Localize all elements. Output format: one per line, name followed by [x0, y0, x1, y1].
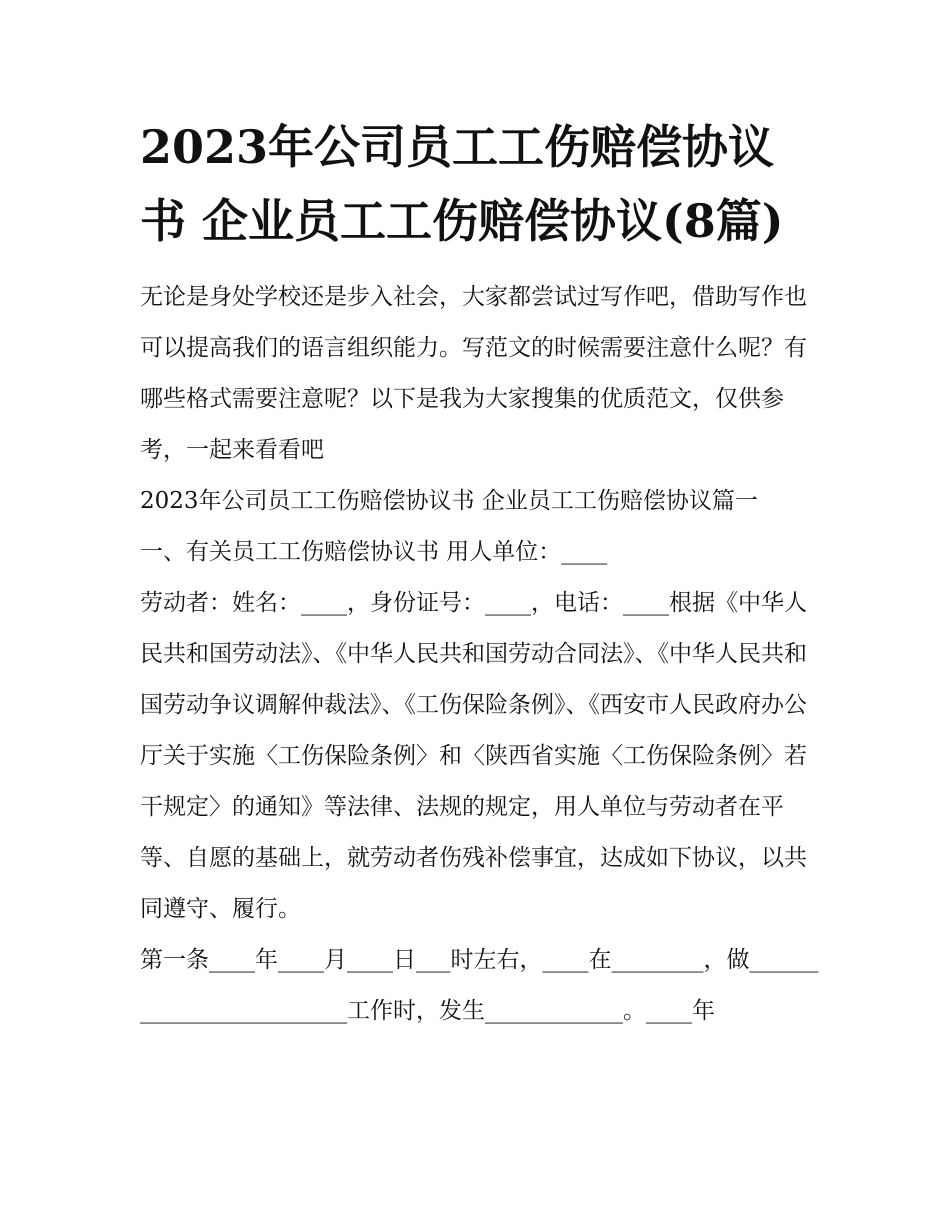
body-paragraph: 劳动者：姓名：____，身份证号：____，电话：____根据《中华人民共和国劳动法》、《中华人民共和国劳动合同法》、《中华人民共和国劳动争议调解仲裁法》、《工伤保险条例》、《西安市人民政府办公厅关于实施〈工伤保险条例〉和〈陕西省实施〈工伤保险条例〉若干规定〉的通知》等法律、法规的规定，用人单位与劳动者在平等、自愿的基础上，就劳动者伤残补偿事宜，达成如下协议，以共同遵守、履行。	[140, 590, 807, 922]
section-heading: 2023年公司员工工伤赔偿协议书 企业员工工伤赔偿协议篇一	[140, 488, 758, 514]
intro-paragraph: 无论是身处学校还是步入社会，大家都尝试过写作吧，借助写作也可以提高我们的语言组织能力。写范文的时候需要注意什么呢？有哪些格式需要注意呢？以下是我为大家搜集的优质范文，仅供参考，一起来看看吧	[140, 284, 807, 463]
subheading: 一、有关员工工伤赔偿协议书 用人单位：____	[140, 539, 608, 565]
article-one-paragraph: 第一条____年____月____日___时左右，____在________，做________________________工作时，发生____________。____年	[140, 947, 819, 1024]
document-page	[140, 110, 820, 1037]
document-title: 2023年公司员工工伤赔偿协议书 企业员工工伤赔偿协议(8篇)	[140, 120, 784, 248]
title-block	[140, 110, 820, 258]
